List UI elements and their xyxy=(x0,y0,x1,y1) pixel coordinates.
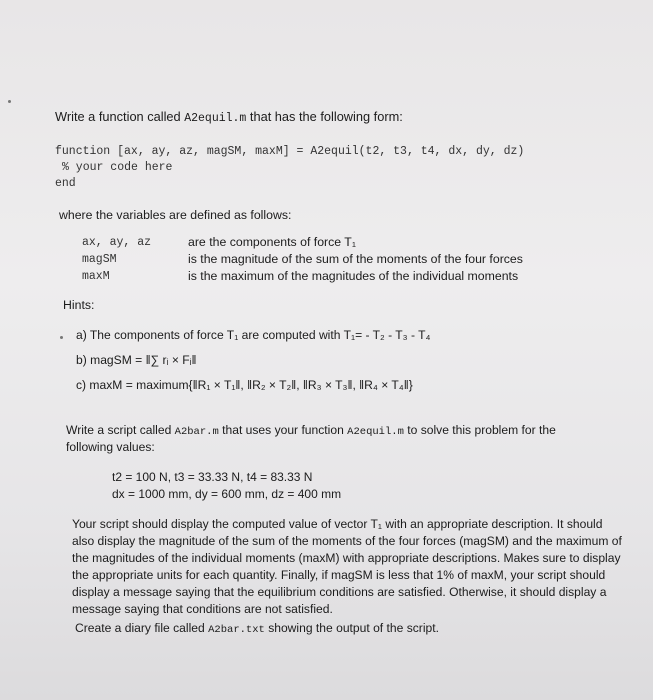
variable-name-forces: ax, ay, az xyxy=(82,236,152,249)
values-line2: dx = 1000 mm, dy = 600 mm, dz = 400 mm xyxy=(112,487,342,501)
code-line-comment: % your code here xyxy=(62,161,173,174)
variable-desc-magsm: is the magnitude of the sum of the moments of the four forces xyxy=(188,252,523,266)
script-filename: A2bar.m xyxy=(174,426,219,438)
hint-a: a) The components of force T₁ are computed with T₁= - T₂ - T₃ - T₄ xyxy=(76,328,431,342)
script-task-line1: Write a script called A2bar.m that uses your function A2equil.m to solve this problem for the xyxy=(66,423,556,438)
definitions-intro: where the variables are defined as follows: xyxy=(59,208,292,222)
script-task-line2: following values: xyxy=(66,440,155,454)
diary-filename: A2bar.txt xyxy=(208,624,265,636)
intro-line: Write a function called A2equil.m that has the following form: xyxy=(55,109,403,125)
variable-desc-maxm: is the maximum of the magnitudes of the individual moments xyxy=(188,269,519,283)
hints-title: Hints: xyxy=(63,298,95,312)
variable-name-magsm: magSM xyxy=(82,253,117,266)
display-instructions xyxy=(72,516,622,618)
para-line: message saying that conditions are not satisfied. xyxy=(72,602,333,616)
values-line1: t2 = 100 N, t3 = 33.33 N, t4 = 83.33 N xyxy=(112,470,313,484)
code-line-end: end xyxy=(55,177,76,190)
bullet-mark xyxy=(60,336,63,339)
para-line: the magnitudes of the individual moments (maxM) with appropriate descriptions. Makes sure to display xyxy=(72,551,621,565)
function-filename: A2equil.m xyxy=(184,112,247,125)
para-line: the appropriate units for each quantity. Finally, if magSM is less that 1% of maxM, your script should xyxy=(72,568,606,582)
code-line-signature: function [ax, ay, az, magSM, maxM] = A2equil(t2, t3, t4, dx, dy, dz) xyxy=(55,145,525,158)
hint-c: c) maxM = maximum{‖R₁ × T₁‖, ‖R₂ × T₂‖, ‖R₃ × T₃‖, ‖R₄ × T₄‖} xyxy=(76,378,413,392)
para-line: also display the magnitude of the sum of the moments of the four forces (magSM) and the maximum of xyxy=(72,534,622,548)
variable-desc-forces: are the components of force T₁ xyxy=(188,235,356,249)
margin-mark xyxy=(8,100,11,103)
variable-name-maxm: maxM xyxy=(82,270,110,283)
para-line: display a message saying that the equilibrium conditions are satisfied. Otherwise, it should display a xyxy=(72,585,607,599)
hint-b: b) magSM = ‖∑ rᵢ × Fᵢ‖ xyxy=(76,353,197,367)
function-filename-ref: A2equil.m xyxy=(347,426,404,438)
diary-instruction: Create a diary file called A2bar.txt showing the output of the script. xyxy=(75,621,439,636)
para-line: Your script should display the computed value of vector T₁ with an appropriate description. It should xyxy=(72,517,603,531)
